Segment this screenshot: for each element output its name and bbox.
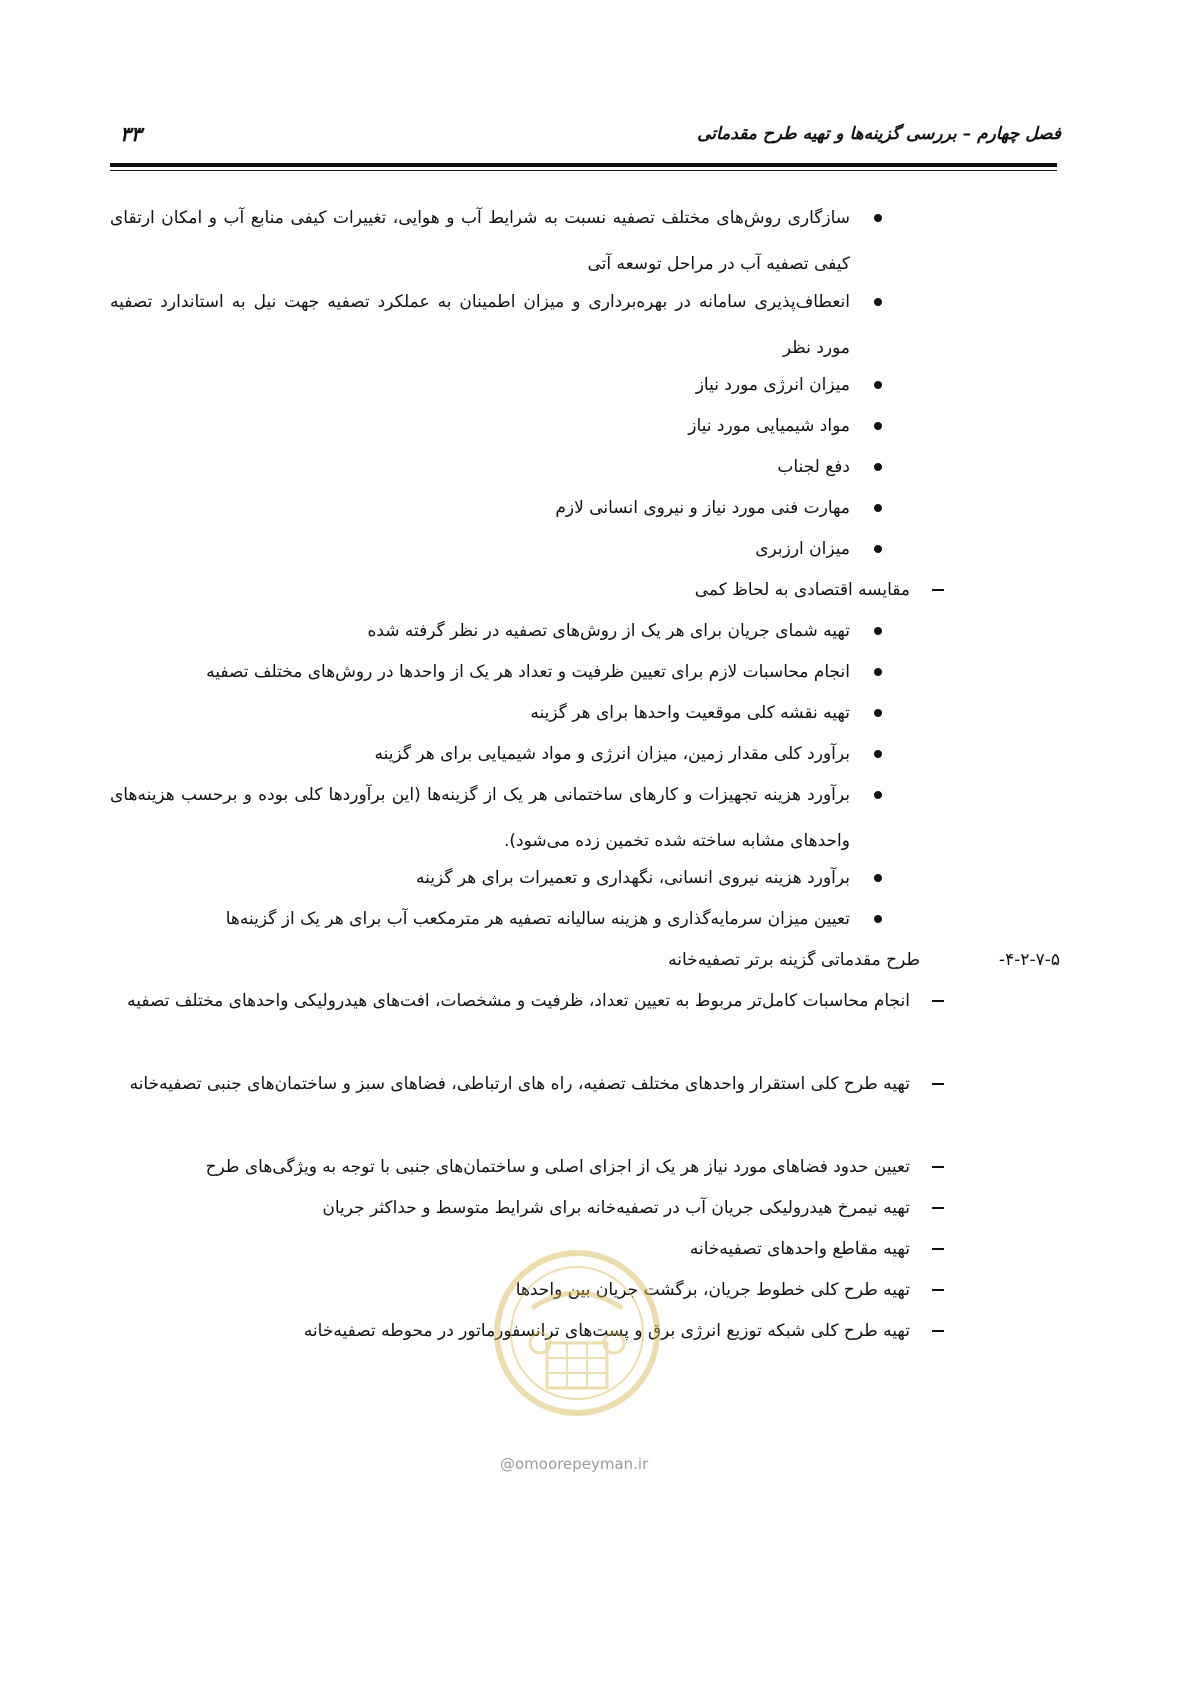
- list-item: مهارت فنی مورد نیاز و نیروی انسانی لازم: [110, 485, 850, 531]
- list-item: انعطاف‌پذیری سامانه در بهره‌برداری و میزان اطمینان به عملکرد تصفیه جهت نیل به استاندارد تصفیه مورد نظر: [110, 279, 850, 371]
- dash-icon: [932, 1330, 944, 1332]
- bullet-icon: [874, 874, 882, 882]
- bullet-icon: [874, 750, 882, 758]
- list-item: دفع لجناب: [110, 444, 850, 490]
- bullet-icon: [874, 915, 882, 923]
- list-item: تهیه طرح کلی خطوط جریان، برگشت جریان بین واحدها: [110, 1267, 910, 1313]
- header-rule-thin: [110, 170, 1057, 171]
- list-item: تهیه نیمرخ هیدرولیکی جریان آب در تصفیه‌خانه برای شرایط متوسط و حداکثر جریان: [110, 1185, 910, 1231]
- dash-icon: [932, 1289, 944, 1291]
- list-item: میزان انرژی مورد نیاز: [110, 362, 850, 408]
- section-number: ۴-۲-۷-۵-: [998, 950, 1060, 970]
- list-item: تعیین حدود فضاهای مورد نیاز هر یک از اجزای اصلی و ساختمان‌های جنبی با توجه به ویژگی‌های طرح: [110, 1144, 910, 1190]
- list-item: سازگاری روش‌های مختلف تصفیه نسبت به شرایط آب و هوایی، تغییرات کیفی منابع آب و امکان ارتقای کیفی تصفیه آب در مراحل توسعه آتی: [110, 195, 850, 287]
- dash-icon: [932, 589, 944, 591]
- bullet-icon: [874, 791, 882, 799]
- dash-icon: [932, 1166, 944, 1168]
- page-number: ۳۳: [120, 122, 142, 146]
- economic-heading: مقایسه اقتصادی به لحاظ کمی: [110, 567, 910, 613]
- bullet-icon: [874, 422, 882, 430]
- list-item: تهیه طرح کلی استقرار واحدهای مختلف تصفیه، راه های ارتباطی، فضاهای سبز و ساختمان‌های جنبی تصفیه‌خانه: [110, 1061, 910, 1107]
- dash-icon: [932, 1083, 944, 1085]
- dash-icon: [932, 1000, 944, 1002]
- bullet-icon: [874, 381, 882, 389]
- list-item: تهیه نقشه کلی موقعیت واحدها برای هر گزینه: [110, 690, 850, 736]
- list-item: انجام محاسبات کامل‌تر مربوط به تعیین تعداد، ظرفیت و مشخصات، افت‌های هیدرولیکی واحدهای مختلف تصفیه: [110, 978, 910, 1024]
- list-item: انجام محاسبات لازم برای تعیین ظرفیت و تعداد هر یک از واحدها در روش‌های مختلف تصفیه: [110, 649, 850, 695]
- list-item: برآورد هزینه تجهیزات و کارهای ساختمانی هر یک از گزینه‌ها (این برآوردها کلی بوده و برحسب هزینه‌های واحدهای مشابه ساخته شده تخمین زده می‌شود).: [110, 772, 850, 864]
- bullet-icon: [874, 298, 882, 306]
- bullet-icon: [874, 627, 882, 635]
- bullet-icon: [874, 504, 882, 512]
- header-rule-thick: [110, 163, 1057, 167]
- list-item: تهیه مقاطع واحدهای تصفیه‌خانه: [110, 1226, 910, 1272]
- bullet-icon: [874, 214, 882, 222]
- list-item: تهیه شمای جریان برای هر یک از روش‌های تصفیه در نظر گرفته شده: [110, 608, 850, 654]
- list-item: تهیه طرح کلی شبکه توزیع انرژی برق و پست‌های ترانسفورماتور در محوطه تصفیه‌خانه: [110, 1308, 910, 1354]
- watermark-url: @omoorepeyman.ir: [500, 1455, 649, 1473]
- dash-icon: [932, 1248, 944, 1250]
- list-item: برآورد هزینه نیروی انسانی، نگهداری و تعمیرات برای هر گزینه: [110, 855, 850, 901]
- bullet-icon: [874, 668, 882, 676]
- list-item: تعیین میزان سرمایه‌گذاری و هزینه سالیانه تصفیه هر مترمکعب آب برای هر یک از گزینه‌ها: [110, 896, 850, 942]
- section-title: طرح مقدماتی گزینه برتر تصفیه‌خانه: [668, 950, 920, 970]
- list-item: برآورد کلی مقدار زمین، میزان انرژی و مواد شیمیایی برای هر گزینه: [110, 731, 850, 777]
- dash-icon: [932, 1207, 944, 1209]
- bullet-icon: [874, 545, 882, 553]
- bullet-icon: [874, 463, 882, 471]
- list-item: میزان ارزبری: [110, 526, 850, 572]
- chapter-title: فصل چهارم – بررسی گزینه‌ها و تهیه طرح مقدماتی: [697, 124, 1061, 144]
- watermark-seal-icon: [492, 1248, 662, 1418]
- list-item: مواد شیمیایی مورد نیاز: [110, 403, 850, 449]
- bullet-icon: [874, 709, 882, 717]
